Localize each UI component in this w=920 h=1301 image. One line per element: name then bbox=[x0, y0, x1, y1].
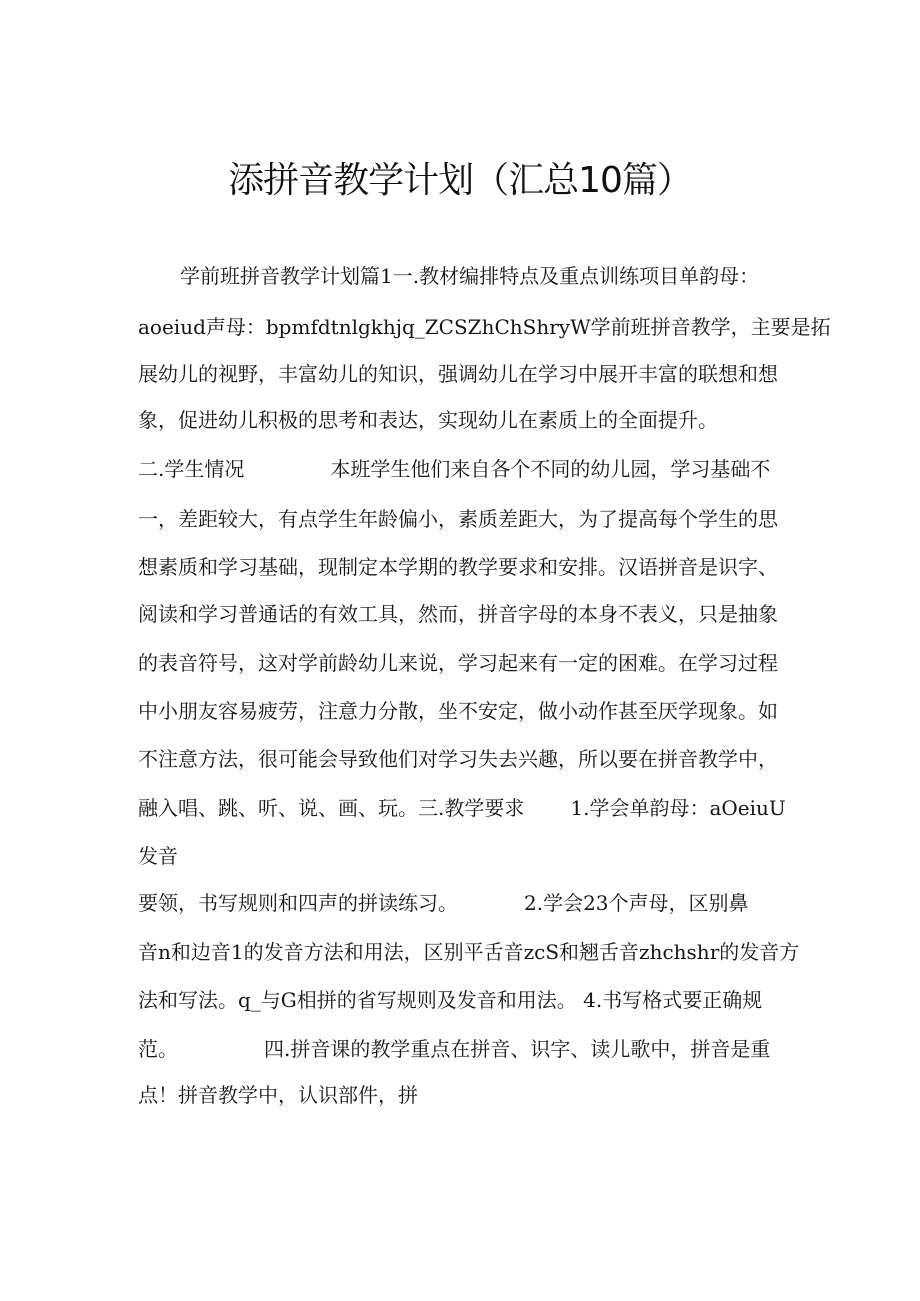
paragraph-line: aoeiud声母：bpmfdtnlgkhjq_ZCSZhChShryW学前班拼音教学，主要是拓 bbox=[138, 315, 831, 339]
line-text: 要领，书写规则和四声的拼读练习。 bbox=[138, 891, 458, 915]
paragraph-line: 不注意方法，很可能会导致他们对学习失去兴趣，所以要在拼音教学中， bbox=[138, 747, 778, 771]
paragraph-line: 想素质和学习基础，现制定本学期的教学要求和安排。汉语拼音是识字、 bbox=[138, 555, 778, 579]
paragraph-line: 学前班拼音教学计划篇1一.教材编排特点及重点训练项目单韵母： bbox=[180, 264, 760, 288]
paragraph-line: 展幼儿的视野，丰富幼儿的知识，强调幼儿在学习中展开丰富的联想和想 bbox=[138, 362, 778, 386]
paragraph-line: 中小朋友容易疲劳，注意力分散，坐不安定，做小动作甚至厌学现象。如 bbox=[138, 699, 778, 723]
line-text: 本班学生他们来自各个不同的幼儿园，学习基础不 bbox=[330, 457, 771, 481]
paragraph-line bbox=[138, 455, 770, 483]
paragraph-line bbox=[138, 889, 749, 917]
line-text: 融入唱、跳、听、说、画、玩。三.教学要求 bbox=[138, 796, 525, 820]
line-text: 2.学会23个声母，区别鼻 bbox=[524, 891, 749, 915]
paragraph-line: 一，差距较大，有点学生年龄偏小，素质差距大，为了提高每个学生的思 bbox=[138, 507, 778, 531]
line-text: 1.学会单韵母：aOeiuU bbox=[570, 796, 786, 820]
paragraph-line bbox=[138, 794, 786, 822]
line-text: 范。 bbox=[138, 1037, 178, 1061]
paragraph-line bbox=[138, 1035, 770, 1063]
paragraph-line: 阅读和学习普通话的有效工具，然而，拼音字母的本身不表义，只是抽象 bbox=[138, 602, 778, 626]
section-heading-students: 二.学生情况 bbox=[138, 457, 245, 481]
paragraph-line: 象，促进幼儿积极的思考和表达，实现幼儿在素质上的全面提升。 bbox=[138, 408, 718, 432]
paragraph-line: 音n和边音1的发音方法和用法，区别平舌音zcS和翘舌音zhchshr的发音方 bbox=[138, 940, 800, 964]
paragraph-line: 法和写法。q_与G相拼的省写规则及发音和用法。 4.书写格式要正确规 bbox=[138, 988, 763, 1012]
paragraph-line: 的表音符号，这对学前龄幼儿来说，学习起来有一定的困难。在学习过程 bbox=[138, 651, 778, 675]
document-title: 添拼音教学计划（汇总10篇） bbox=[228, 160, 692, 201]
paragraph-line: 点！拼音教学中，认识部件，拼 bbox=[138, 1083, 418, 1107]
line-text: 四.拼音课的教学重点在拼音、识字、读儿歌中，拼音是重 bbox=[264, 1037, 771, 1061]
paragraph-line: 发音 bbox=[138, 844, 178, 868]
